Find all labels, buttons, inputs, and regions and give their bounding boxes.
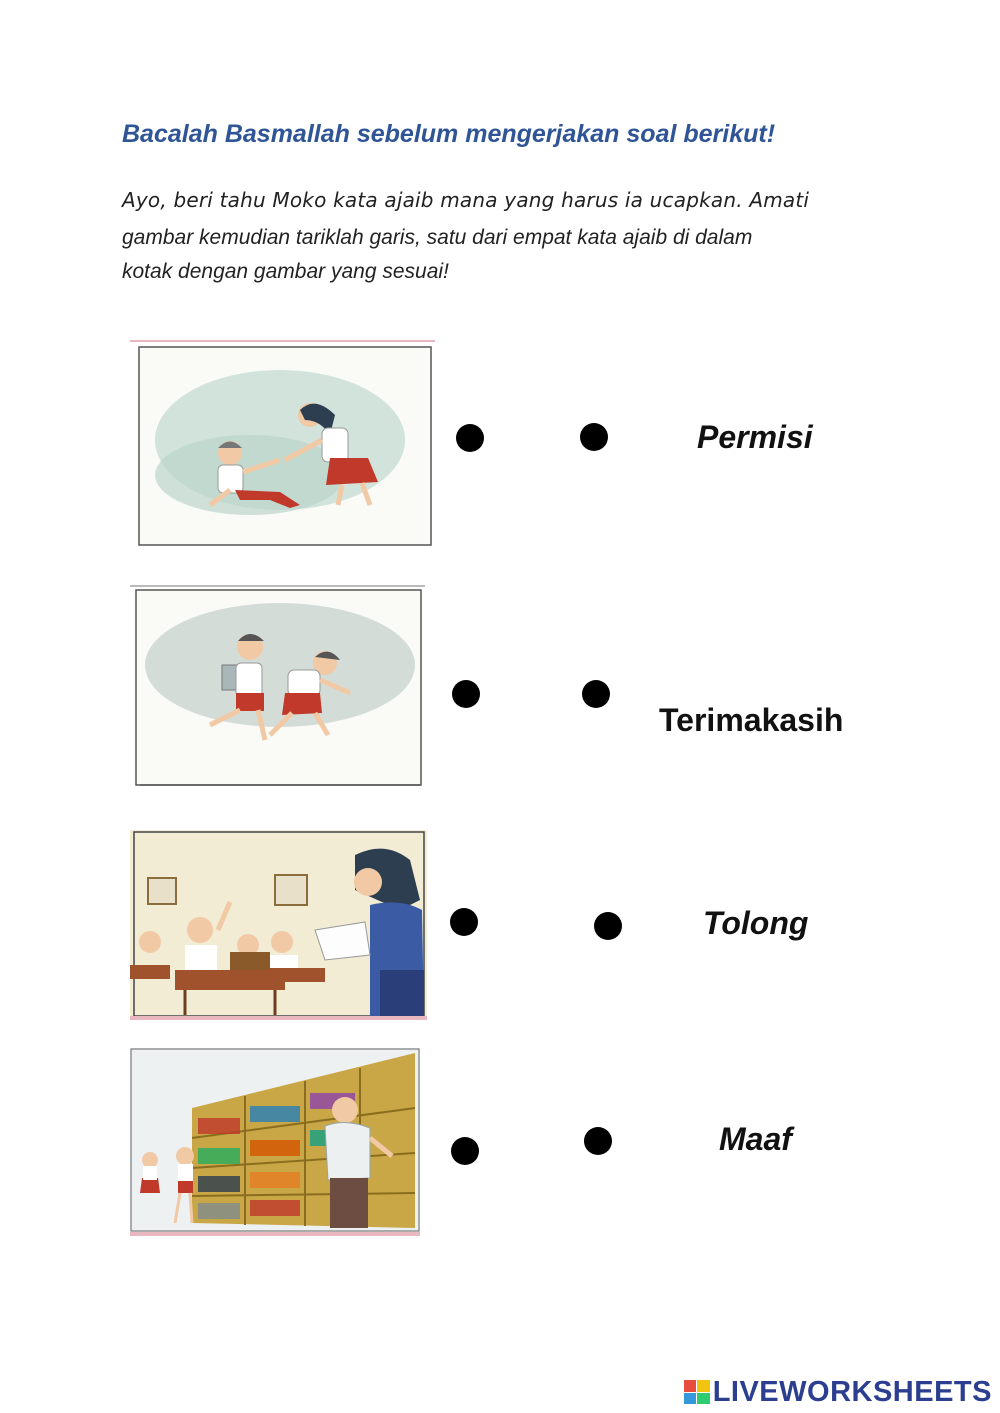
helping-up-illustration-icon bbox=[130, 340, 435, 550]
word-terimakasih: Terimakasih bbox=[659, 702, 844, 738]
classroom-raising-hand-illustration-icon bbox=[130, 830, 427, 1020]
word-4-dot[interactable] bbox=[584, 1127, 612, 1155]
word-1-dot[interactable] bbox=[580, 423, 608, 451]
library-bookshelf-illustration-icon bbox=[130, 1048, 420, 1236]
page-title: Bacalah Basmallah sebelum mengerjakan soal berikut! bbox=[122, 120, 776, 148]
picture-4-dot[interactable] bbox=[451, 1137, 479, 1165]
word-maaf: Maaf bbox=[719, 1121, 792, 1157]
liveworksheets-logo-text: LIVEWORKSHEETS bbox=[712, 1375, 992, 1408]
picture-1-dot[interactable] bbox=[456, 424, 484, 452]
word-tolong: Tolong bbox=[703, 905, 809, 941]
picture-3-dot[interactable] bbox=[450, 908, 478, 936]
instruction-line-3: kotak dengan gambar yang sesuai! bbox=[122, 260, 449, 283]
word-2-dot[interactable] bbox=[582, 680, 610, 708]
liveworksheets-logo bbox=[684, 1377, 992, 1407]
instruction-line-1: Ayo, beri tahu Moko kata ajaib mana yang harus ia ucapkan. Amati bbox=[122, 188, 810, 212]
word-permisi: Permisi bbox=[697, 419, 813, 455]
picture-2-dot[interactable] bbox=[452, 680, 480, 708]
liveworksheets-logo-icon bbox=[684, 1380, 710, 1404]
word-3-dot[interactable] bbox=[594, 912, 622, 940]
bumping-apology-illustration-icon bbox=[130, 585, 425, 790]
instruction-line-2: gambar kemudian tariklah garis, satu dari empat kata ajaib di dalam bbox=[122, 226, 753, 249]
